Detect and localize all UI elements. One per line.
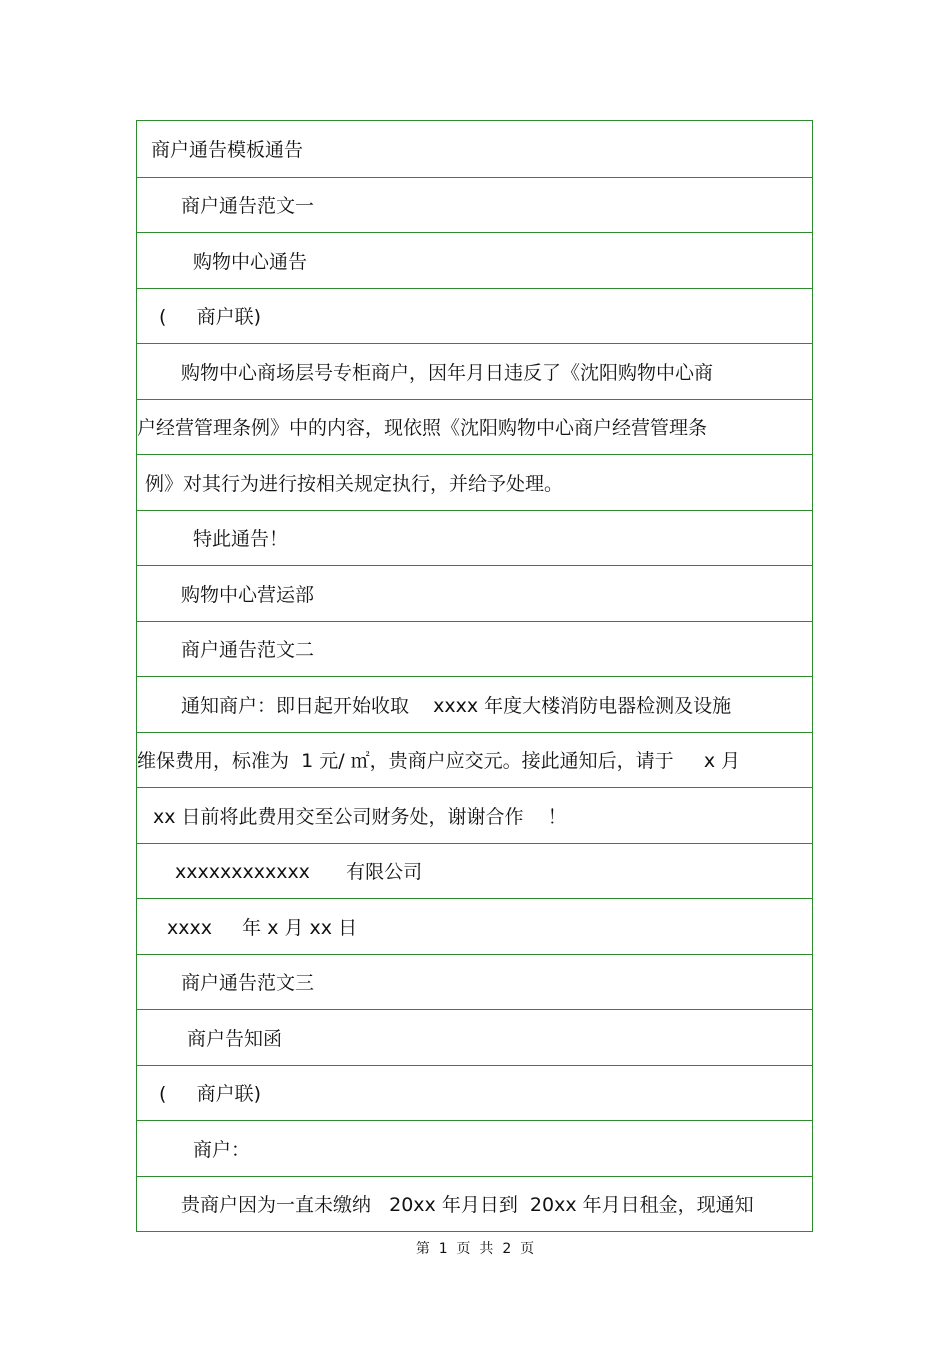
row-text: xx 日前将此费用交至公司财务处，谢谢合作 ！	[153, 805, 567, 828]
row-text: ( 商户联)	[159, 1083, 262, 1106]
body-line	[137, 787, 812, 843]
copy-label	[137, 1065, 812, 1121]
row-text: 特此通告！	[193, 528, 289, 551]
copy-label	[137, 288, 812, 344]
row-text: 商户通告模板通告	[151, 139, 304, 162]
page-footer	[0, 1238, 950, 1258]
row-text: 购物中心商场层号专柜商户，因年月日违反了《沈阳购物中心商	[181, 361, 714, 384]
row-text: 商户：	[193, 1138, 251, 1161]
signature-line	[137, 843, 812, 899]
section-heading-3	[137, 954, 812, 1010]
row-text: 商户告知函	[187, 1027, 283, 1050]
row-text: 购物中心通告	[193, 250, 308, 273]
row-text: 贵商户因为一直未缴纳 20xx 年月日到 20xx 年月日租金，现通知	[181, 1194, 754, 1217]
notice-title	[137, 1009, 812, 1065]
date-line	[137, 898, 812, 954]
row-text: 商户通告范文二	[181, 639, 315, 662]
row-text: 户经营管理条例》中的内容，现依照《沈阳购物中心商户经营管理条	[137, 417, 708, 440]
row-text: 商户通告范文三	[181, 972, 315, 995]
row-text: xxxx 年 x 月 xx 日	[167, 916, 358, 939]
row-text: 商户通告范文一	[181, 195, 315, 218]
body-line	[137, 1176, 812, 1232]
body-line	[137, 676, 812, 732]
page-number: 第 1 页 共 2 页	[415, 1241, 535, 1257]
notice-title	[137, 232, 812, 288]
body-line	[137, 399, 812, 455]
row-text: 例》对其行为进行按相关规定执行，并给予处理。	[145, 472, 564, 495]
body-line	[137, 732, 812, 788]
body-line	[137, 343, 812, 399]
document-title	[137, 121, 812, 177]
document-table	[136, 120, 813, 1232]
row-text: xxxxxxxxxxxx 有限公司	[175, 861, 423, 884]
closing-line	[137, 510, 812, 566]
row-text: 通知商户：即日起开始收取 xxxx 年度大楼消防电器检测及设施	[181, 694, 732, 717]
row-text: ( 商户联)	[159, 306, 262, 329]
signature-line	[137, 565, 812, 621]
row-text: 购物中心营运部	[181, 583, 315, 606]
body-line	[137, 454, 812, 510]
section-heading-2	[137, 621, 812, 677]
addressee-line	[137, 1120, 812, 1176]
row-text: 维保费用，标准为 1 元/ ㎡，贵商户应交元。接此通知后，请于 x 月	[137, 750, 741, 773]
section-heading-1	[137, 177, 812, 233]
